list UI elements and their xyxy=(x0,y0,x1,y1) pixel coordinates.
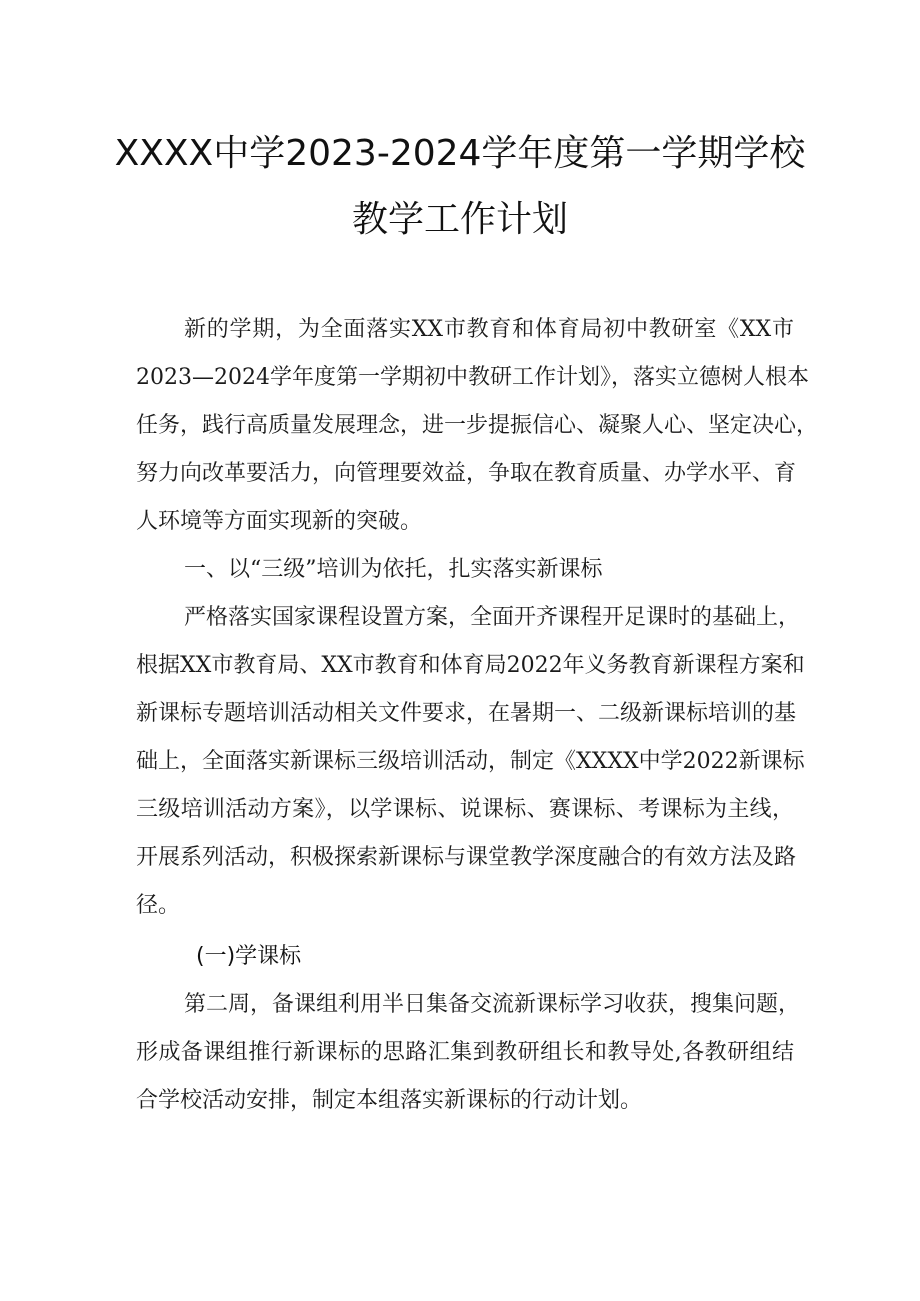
paragraph-1-line-4: 努力向改革要活力，向管理要效益，争取在教育质量、办学水平、育 xyxy=(136,461,797,486)
paragraph-3-line-3: 合学校活动安排，制定本组落实新课标的行动计划。 xyxy=(136,1088,643,1113)
paragraph-3-line-2: 形成备课组推行新课标的思路汇集到教研组长和教导处,各教研组结 xyxy=(136,1040,794,1065)
paragraph-2-line-5: 三级培训活动方案》，以学课标、说课标、赛课标、考课标为主线， xyxy=(136,797,794,822)
paragraph-1-line-2: 2023—2024学年度第一学期初中教研工作计划》，落实立德树人根本 xyxy=(136,365,809,390)
section-1-heading: 一、以“三级”培训为依托，扎实落实新课标 xyxy=(184,557,603,582)
paragraph-1-line-3: 任务，践行高质量发展理念，进一步提振信心、凝聚人心、坚定决心， xyxy=(136,413,819,438)
paragraph-2-line-7: 径。 xyxy=(136,893,181,918)
paragraph-2-line-3: 新课标专题培训活动相关文件要求，在暑期一、二级新课标培训的基 xyxy=(136,701,797,726)
paragraph-2-line-4: 础上，全面落实新课标三级培训活动，制定《XXXX中学2022新课标 xyxy=(136,749,805,774)
document-title-line-2: 教学工作计划 xyxy=(351,199,568,240)
subsection-1-heading: (一)学课标 xyxy=(196,944,302,969)
paragraph-2-line-2: 根据XX市教育局、XX市教育和体育局2022年义务教育新课程方案和 xyxy=(136,653,805,678)
document-title-line-1: XXXX中学2023-2024学年度第一学期学校 xyxy=(114,133,806,174)
paragraph-2-line-1: 严格落实国家课程设置方案，全面开齐课程开足课时的基础上， xyxy=(184,605,801,630)
paragraph-1-line-1: 新的学期，为全面落实XX市教育和体育局初中教研室《XX市 xyxy=(184,317,794,342)
paragraph-2-line-6: 开展系列活动，积极探索新课标与课堂教学深度融合的有效方法及路 xyxy=(136,845,797,870)
paragraph-3-line-1: 第二周，备课组利用半日集备交流新课标学习收获，搜集问题， xyxy=(184,992,801,1017)
paragraph-1-line-5: 人环境等方面实现新的突破。 xyxy=(136,509,423,534)
